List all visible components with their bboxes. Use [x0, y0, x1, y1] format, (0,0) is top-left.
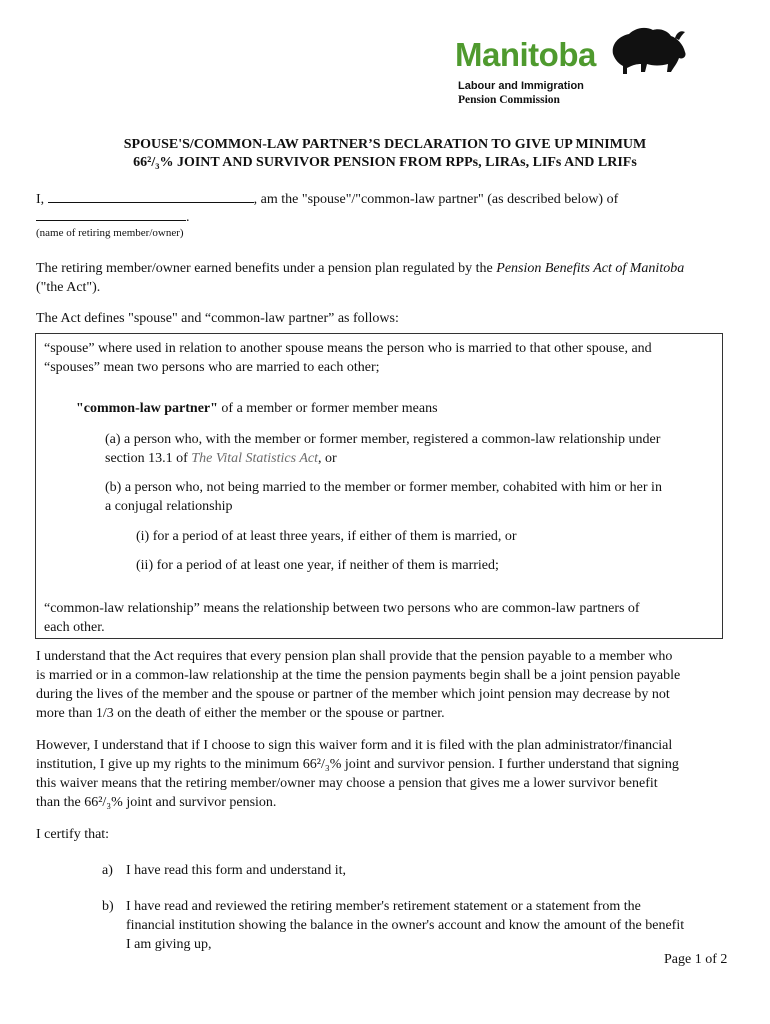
spouse-def-line-1: “spouse” where used in relation to another spouse means the person who is married to that other spouse, and	[44, 341, 652, 356]
vital-statistics-act: The Vital Statistics Act	[191, 451, 318, 466]
spouse-name-field[interactable]	[48, 190, 254, 203]
understand1-line: during the lives of the member and the spouse or partner of the member which joint pension may decrease by not	[36, 687, 670, 702]
member-name-caption: (name of retiring member/owner)	[36, 227, 184, 239]
spouse-definition	[44, 339, 714, 377]
understand1-line: is married or in a common-law relationship at the time the pension payments begin shall be a joint pension payable	[36, 668, 681, 683]
understand-paragraph-1	[36, 647, 746, 723]
clp-subclause-ii: (ii) for a period of at least one year, if neither of them is married;	[136, 558, 499, 573]
clause-a-line-1: (a) a person who, with the member or former member, registered a common-law relationship under	[105, 432, 661, 447]
title-line-2: 66²/₃% JOINT AND SURVIVOR PENSION FROM RPPs, LIRAs, LIFs AND LRIFs	[133, 155, 637, 170]
clr-definition	[44, 599, 714, 637]
clp-clause-b	[105, 478, 715, 516]
clp-clause-a	[105, 430, 715, 468]
form-title	[20, 136, 750, 172]
definitions-box	[35, 333, 723, 639]
understand2-line: this waiver means that the retiring member/owner may choose a pension that gives me a lower survivor benefit	[36, 776, 658, 791]
intro-text-after: ("the Act").	[36, 280, 101, 295]
clause-a-line-2	[105, 449, 715, 468]
defines-line: The Act defines "spouse" and “common-law partner” as follows:	[36, 311, 399, 326]
declaration-line	[36, 190, 618, 209]
clause-b-line-2: a conjugal relationship	[105, 499, 233, 514]
certify-item-a-letter: a)	[102, 863, 113, 878]
clause-b-line-1: (b) a person who, not being married to the member or former member, cohabited with him or her in	[105, 480, 662, 495]
declaration-period: .	[186, 210, 190, 225]
understand2-line: than the 66²/₃% joint and survivor pension.	[36, 795, 277, 810]
commission-name: Pension Commission	[458, 94, 560, 106]
clause-a-text: section 13.1 of	[105, 451, 192, 466]
certify-item-a-line: I have read this form and understand it,	[126, 863, 347, 878]
clp-subclause-i: (i) for a period of at least three years, if either of them is married, or	[136, 529, 517, 544]
department-name: Labour and Immigration	[458, 80, 584, 92]
declaration-suffix: , am the "spouse"/"common-law partner" (as described below) of	[253, 192, 619, 207]
clp-term: "common-law partner"	[76, 401, 218, 416]
certify-item-b-line: I am giving up,	[126, 937, 212, 952]
understand1-line: more than 1/3 on the death of either the member or the spouse or partner.	[36, 706, 445, 721]
clp-definition	[76, 399, 438, 418]
clr-line-2: each other.	[44, 620, 105, 635]
certify-item-b-letter: b)	[102, 899, 114, 914]
clr-line-1: “common-law relationship” means the relationship between two persons who are common-law partners of	[44, 601, 640, 616]
certify-item-b-line: financial institution showing the balance in the owner's account and know the amount of the benefit	[126, 918, 685, 933]
spouse-def-line-2: “spouses” mean two persons who are married to each other;	[44, 360, 380, 375]
certify-item-b-line: I have read and reviewed the retiring member's retirement statement or a statement from the	[126, 899, 641, 914]
certify-heading: I certify that:	[36, 827, 110, 842]
manitoba-logo	[455, 24, 685, 114]
understand2-line: institution, I give up my rights to the minimum 66²/₃% joint and survivor pension. I further understand that signing	[36, 757, 679, 772]
understand2-line: However, I understand that if I choose to sign this waiver form and it is filed with the plan administrator/financial	[36, 738, 673, 753]
clp-rest: of a member or former member means	[217, 401, 438, 416]
page-number: Page 1 of 2	[664, 952, 728, 967]
title-line-1: SPOUSE'S/COMMON-LAW PARTNER’S DECLARATION TO GIVE UP MINIMUM	[123, 137, 647, 152]
understand1-line: I understand that the Act requires that every pension plan shall provide that the pension payable to a member who	[36, 649, 673, 664]
clause-a-end: , or	[317, 451, 337, 466]
intro-text-before: The retiring member/owner earned benefits under a pension plan regulated by the	[36, 261, 497, 276]
pension-act-name: Pension Benefits Act of Manitoba	[496, 261, 685, 276]
certify-item-b	[126, 897, 741, 954]
certify-item-a	[126, 861, 736, 880]
member-name-field[interactable]	[36, 208, 186, 221]
declaration-prefix: I,	[36, 192, 45, 207]
understand-paragraph-2	[36, 736, 746, 812]
logo-wordmark: Manitoba	[455, 36, 596, 73]
bison-icon	[605, 24, 689, 76]
intro-paragraph	[36, 259, 696, 297]
